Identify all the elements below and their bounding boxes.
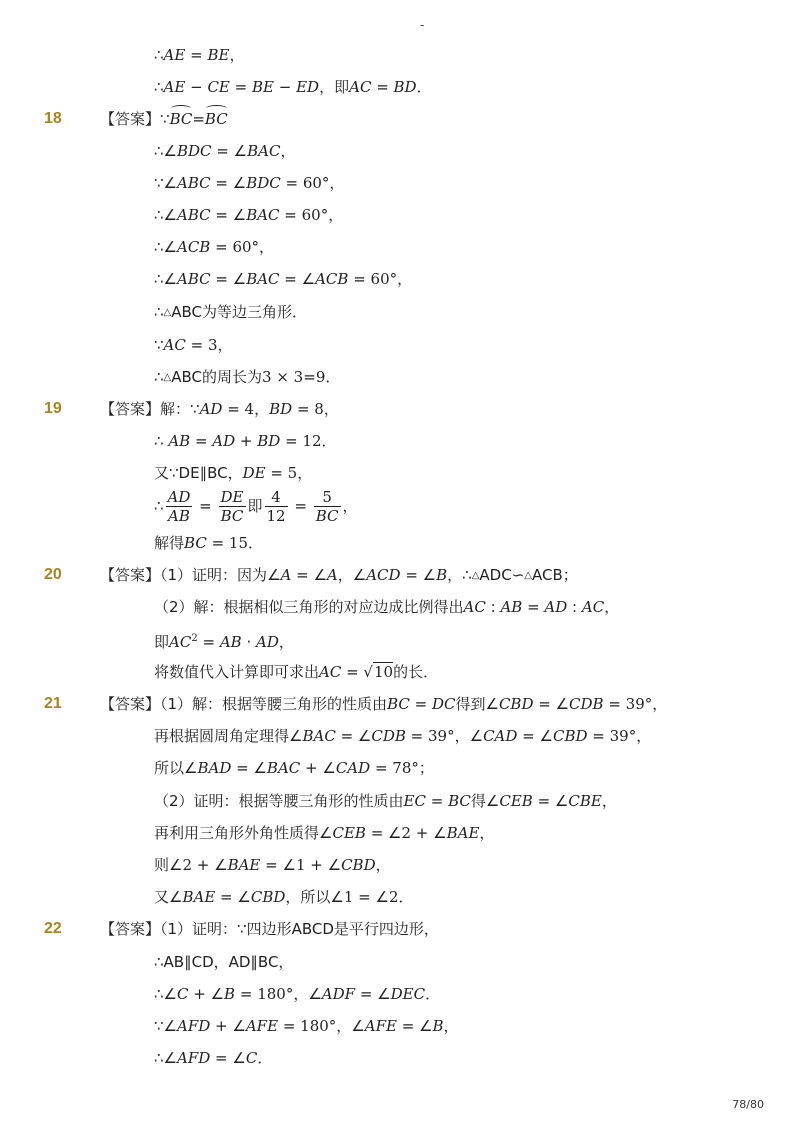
q18-line-4: ∴∠ABC = ∠BAC = 60°， <box>154 206 344 224</box>
q20-line-3: 即$AC^2$ = AB · AD， <box>154 633 294 651</box>
q19-line-2: ∴ AB = AD + BD = 12． <box>154 432 337 450</box>
answer-tag: 【答案】 <box>100 110 161 128</box>
q22-line-4: ∵∠AFD + ∠AFE = 180°，∠AFE = ∠B， <box>154 1017 459 1035</box>
q22-line-1: 【答案】（1）证明：∵四边形ABCD是平行四边形， <box>100 920 439 938</box>
q19-line-1: 【答案】解：∵AD = 4，BD = 8， <box>100 400 339 418</box>
q18-line-7: ∴△ABC为等边三角形． <box>154 303 308 321</box>
page-number: 78/80 <box>732 1098 764 1111</box>
question-number-21: 21 <box>44 695 62 712</box>
q18-line-5: ∴∠ACB = 60°， <box>154 238 275 256</box>
q18-line-1: 【答案】∵BC=BC <box>100 110 228 128</box>
q21-line-1: 【答案】（1）解：根据等腰三角形的性质由BC = DC得到∠CBD = ∠CDB = 39°， <box>100 695 668 713</box>
q22-line-2: ∴AB∥CD，AD∥BC， <box>154 953 294 971</box>
question-number-19: 19 <box>44 400 62 417</box>
q22-line-3: ∴∠C + ∠B = 180°，∠ADF = ∠DEC． <box>154 985 441 1003</box>
question-number-20: 20 <box>44 566 62 583</box>
q21-line-6: 则∠2 + ∠BAE = ∠1 + ∠CBD， <box>154 856 391 874</box>
q21-line-5: 再利用三角形外角性质得∠CEB = ∠2 + ∠BAE， <box>154 824 495 842</box>
question-number-18: 18 <box>44 110 62 127</box>
q19-line-3: 又∵DE∥BC，DE = 5， <box>154 464 313 482</box>
q21-line-3: 所以∠BAD = ∠BAC + ∠CAD = 78°； <box>154 759 434 777</box>
q18-line-3: ∵∠ABC = ∠BDC = 60°， <box>154 174 345 192</box>
q18-line-6: ∴∠ABC = ∠BAC = ∠ACB = 60°， <box>154 270 413 288</box>
q22-line-5: ∴∠AFD = ∠C． <box>154 1049 273 1067</box>
question-number-22: 22 <box>44 920 62 937</box>
q20-line-2: （2）解：根据相似三角形的对应边成比例得出AC : AB = AD : AC， <box>154 598 620 616</box>
q18-line-8: ∵AC = 3， <box>154 336 233 354</box>
q19-line-4: ∴ $\frac{AD}{AB}$ = $\frac{DE}{BC}$ 即 $\frac{4}{12}$ = $\frac{5}{BC}$ ， <box>154 488 358 525</box>
answer-tag: 【答案】 <box>100 920 161 938</box>
q19-line-5: 解得BC = 15． <box>154 534 264 552</box>
q21-line-7: 又∠BAE = ∠CBD，所以∠1 = ∠2． <box>154 888 414 906</box>
answer-tag: 【答案】 <box>100 400 161 418</box>
answer-tag: 【答案】 <box>100 695 161 713</box>
q20-line-4: 将数值代入计算即可求出AC = √10的长． <box>154 663 439 681</box>
q17-line-2: ∴AE − CE = BE − ED，即AC = BD． <box>154 78 432 96</box>
q17-line-1: ∴AE = BE， <box>154 46 245 64</box>
q18-line-2: ∴∠BDC = ∠BAC， <box>154 142 296 160</box>
q21-line-4: （2）证明：根据等腰三角形的性质由EC = BC得∠CEB = ∠CBE， <box>154 792 617 810</box>
answer-tag: 【答案】 <box>100 566 161 584</box>
q18-line-9: ∴△ABC的周长为3 × 3=9． <box>154 368 341 386</box>
header-dash: - <box>420 18 425 32</box>
q21-line-2: 再根据圆周角定理得∠BAC = ∠CDB = 39°，∠CAD = ∠CBD = 39°， <box>154 727 652 745</box>
q20-line-1: 【答案】（1）证明：因为∠A = ∠A，∠ACD = ∠B，∴△ADC∽△ACB； <box>100 566 578 584</box>
